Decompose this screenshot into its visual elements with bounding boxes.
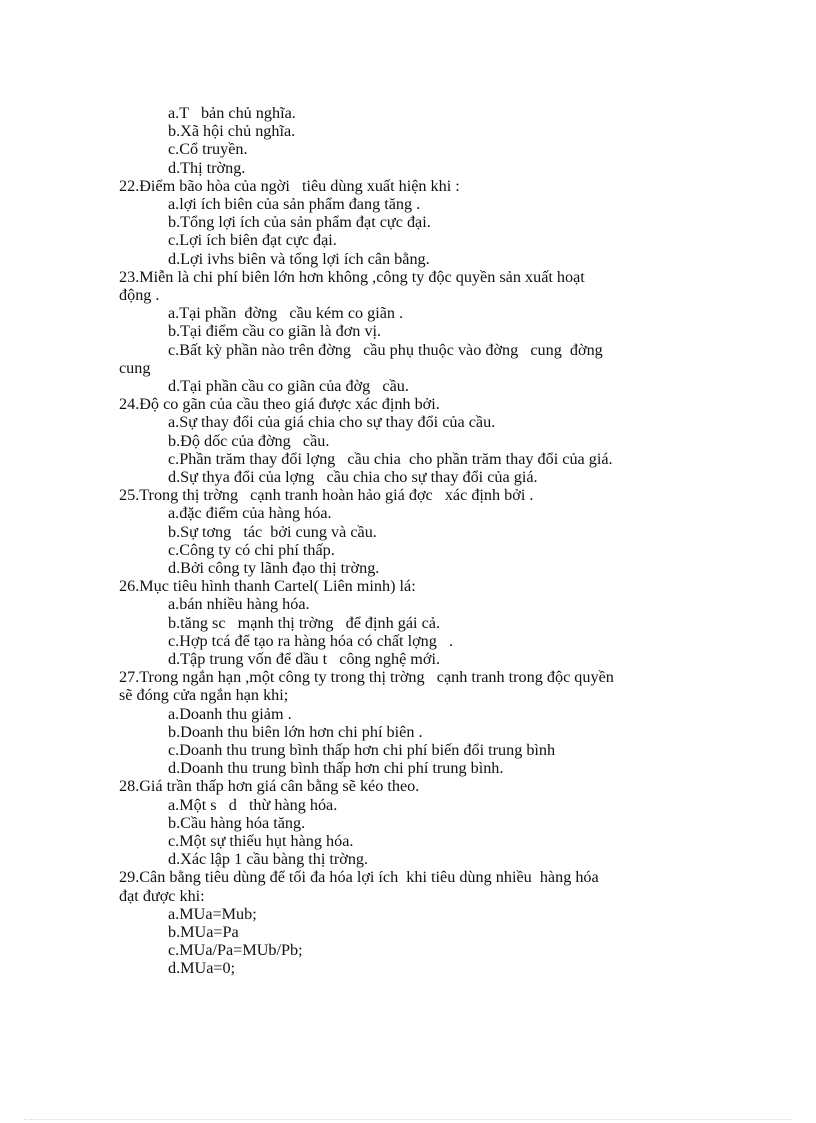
question-line: 22.Điểm bão hòa của ngời tiêu dùng xuất hiện khi : bbox=[119, 176, 460, 195]
option-line: a.Một s d thừ hàng hóa. bbox=[168, 795, 338, 814]
option-line: a.MUa=Mub; bbox=[168, 904, 257, 923]
question-line: 26.Mục tiêu hình thanh Cartel( Liên minh) lá: bbox=[119, 577, 416, 596]
option-line: c.Hợp tcá để tạo ra hàng hóa có chất lợng . bbox=[168, 631, 454, 650]
option-line: b.Tại điểm cầu co giãn là đơn vị. bbox=[168, 322, 382, 341]
option-line: c.Doanh thu trung bình thấp hơn chi phí biến đổi trung bình bbox=[168, 741, 556, 759]
option-line: a.Tại phần đờng cầu kém co giãn . bbox=[168, 304, 404, 323]
question-line: 28.Giá trần thấp hơn giá cân bằng sẽ kéo theo. bbox=[119, 777, 420, 796]
option-line: c.Một sự thiếu hụt hàng hóa. bbox=[168, 832, 354, 850]
option-line: d.Doanh thu trung bình thấp hơn chi phí trung bình. bbox=[168, 759, 504, 778]
option-line: d.Tại phần cầu co giãn của đờg cầu. bbox=[168, 377, 409, 395]
option-line: d.Thị trờng. bbox=[168, 158, 246, 177]
wrapped-line: động . bbox=[119, 286, 160, 304]
question-line: 29.Cân bằng tiêu dùng để tối đa hóa lợi ích khi tiêu dùng nhiều hàng hóa bbox=[119, 868, 599, 887]
question-line: 27.Trong ngắn hạn ,một công ty trong thị trờng cạnh tranh trong độc quyền bbox=[119, 668, 614, 687]
option-line: b.Độ dốc của đờng cầu. bbox=[168, 431, 330, 450]
option-line: d.Bởi công ty lãnh đạo thị trờng. bbox=[168, 559, 380, 577]
option-line: a.lợi ích biên của sản phẩm đang tăng . bbox=[168, 195, 421, 213]
option-line: a.Sự thay đổi của giá chia cho sự thay đổi của cầu. bbox=[168, 413, 496, 432]
option-line: a.đặc điểm của hàng hóa. bbox=[168, 504, 332, 523]
option-line: b.Sự tơng tác bởi cung và cầu. bbox=[168, 522, 377, 541]
option-line: d.Tập trung vốn để dầu t công nghệ mới. bbox=[168, 650, 441, 668]
question-line: 25.Trong thị trờng cạnh tranh hoàn hảo giá đợc xác định bởi . bbox=[119, 486, 534, 505]
option-line: d.Lợi ivhs biên và tổng lợi ích cân bằng. bbox=[168, 249, 430, 268]
option-line: c.Công ty có chi phí thấp. bbox=[168, 540, 335, 559]
option-line: c.Lợi ích biên đạt cực đại. bbox=[168, 231, 337, 250]
option-line: b.Cầu hàng hóa tăng. bbox=[168, 813, 306, 832]
option-line: c.Phần trăm thay đổi lợng cầu chia cho phần trăm thay đổi của giá. bbox=[168, 449, 613, 468]
option-line: c.Bất kỳ phần nào trên đờng cầu phụ thuộc vào đờng cung đờng bbox=[168, 340, 603, 359]
option-line: c.MUa/Pa=MUb/Pb; bbox=[168, 941, 303, 960]
wrapped-line: sẽ đóng cửa ngắn hạn khi; bbox=[119, 686, 289, 705]
option-line: b.Xã hội chủ nghĩa. bbox=[168, 122, 296, 141]
option-line: b.Doanh thu biên lớn hơn chi phí biên . bbox=[168, 722, 423, 741]
option-line: c.Cổ truyền. bbox=[168, 140, 248, 159]
option-line: b.Tổng lợi ích của sản phẩm đạt cực đại. bbox=[168, 213, 431, 232]
question-line: 24.Độ co gãn của cầu theo giá được xác định bởi. bbox=[119, 395, 440, 414]
option-line: d.MUa=0; bbox=[168, 959, 236, 978]
question-line: 23.Miễn là chi phí biên lớn hơn không ,công ty độc quyền sản xuất hoạt bbox=[119, 267, 585, 286]
option-line: a.Doanh thu giảm . bbox=[168, 704, 292, 723]
option-line: b.MUa=Pa bbox=[168, 923, 239, 941]
option-line: d.Sự thya đổi của lợng cầu chia cho sự thay đổi của giá. bbox=[168, 468, 538, 486]
option-line: d.Xác lập 1 cầu bàng thị trờng. bbox=[168, 850, 369, 869]
option-line: a.bán nhiều hàng hóa. bbox=[168, 595, 310, 614]
wrapped-line: cung bbox=[119, 358, 151, 377]
option-line: a.T bản chủ nghĩa. bbox=[168, 104, 296, 122]
page-bottom-divider bbox=[24, 1119, 792, 1120]
wrapped-line: đạt được khi: bbox=[119, 886, 205, 905]
option-line: b.tăng sc mạnh thị trờng để định gái cả. bbox=[168, 613, 440, 632]
